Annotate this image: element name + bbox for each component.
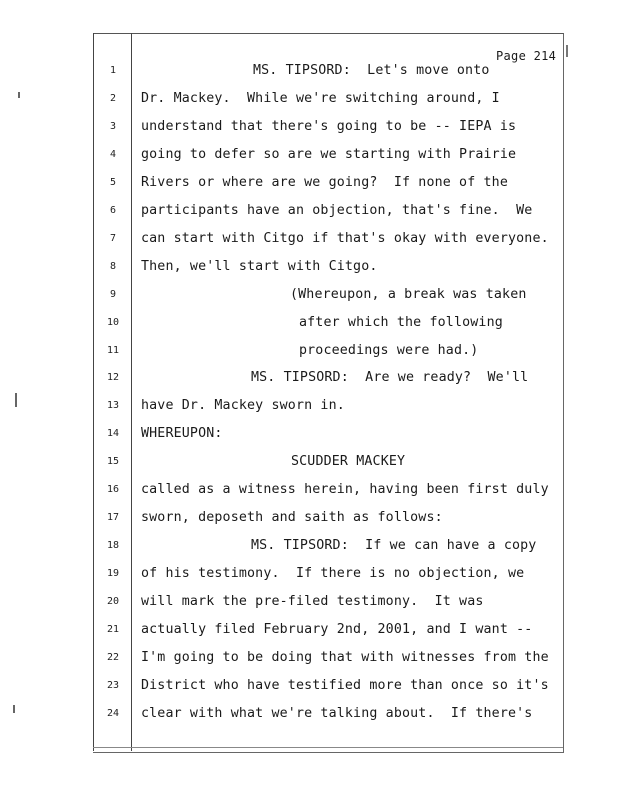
line-text: Rivers or where are we going? If none of the xyxy=(141,174,508,190)
transcript-line xyxy=(93,203,563,225)
transcript-line xyxy=(93,706,563,728)
line-number: 9 xyxy=(109,288,117,300)
transcript-line xyxy=(93,91,563,113)
transcript-line xyxy=(93,622,563,644)
line-text: District who have testified more than once so it's xyxy=(141,677,549,693)
transcript-line xyxy=(93,594,563,616)
line-number: 22 xyxy=(106,651,120,663)
line-number: 10 xyxy=(106,316,120,328)
line-text: going to defer so are we starting with Prairie xyxy=(141,146,517,162)
line-number: 6 xyxy=(109,204,117,216)
transcript-line xyxy=(93,398,563,420)
line-number: 18 xyxy=(106,540,120,552)
line-number: 5 xyxy=(109,176,117,188)
line-number: 11 xyxy=(106,344,120,356)
page-number: Page 214 xyxy=(496,49,557,63)
line-number: 17 xyxy=(106,512,120,524)
line-text: participants have an objection, that's fine. We xyxy=(141,202,533,218)
transcript-line xyxy=(93,315,563,337)
transcript-line xyxy=(93,510,563,532)
transcript-line xyxy=(93,538,563,560)
transcript-line xyxy=(93,370,563,392)
line-text: Dr. Mackey. While we're switching around, I xyxy=(141,90,500,106)
line-text: WHEREUPON: xyxy=(141,426,223,442)
scan-speck xyxy=(15,393,17,407)
scan-speck xyxy=(13,705,15,713)
line-text: proceedings were had.) xyxy=(299,342,479,358)
transcript-line xyxy=(93,426,563,448)
line-text: of his testimony. If there is no objection, we xyxy=(141,566,525,582)
line-number: 24 xyxy=(106,707,120,719)
line-text: clear with what we're talking about. If there's xyxy=(141,705,533,721)
line-text: called as a witness herein, having been first duly xyxy=(141,482,549,498)
scan-speck xyxy=(566,45,568,57)
line-text: MS. TIPSORD: Let's move onto xyxy=(253,63,490,78)
line-text: MS. TIPSORD: If we can have a copy xyxy=(251,538,537,554)
line-text: actually filed February 2nd, 2001, and I want -- xyxy=(141,622,533,637)
transcript-line xyxy=(93,147,563,169)
line-text: can start with Citgo if that's okay with everyone. xyxy=(141,230,549,246)
line-number: 13 xyxy=(106,400,120,412)
line-number: 15 xyxy=(106,456,120,468)
line-text: sworn, deposeth and saith as follows: xyxy=(141,510,443,526)
transcript-line xyxy=(93,63,563,85)
bottom-rule xyxy=(93,747,563,748)
line-number: 21 xyxy=(106,624,120,635)
line-text: SCUDDER MACKEY xyxy=(291,454,406,470)
line-text: will mark the pre-filed testimony. It was xyxy=(141,594,484,610)
line-number: 8 xyxy=(109,260,117,272)
line-text: MS. TIPSORD: Are we ready? We'll xyxy=(251,370,529,386)
line-text: after which the following xyxy=(299,314,503,330)
line-number: 16 xyxy=(106,484,120,496)
line-number: 2 xyxy=(109,92,117,104)
transcript-line xyxy=(93,119,563,141)
line-number: 4 xyxy=(109,148,117,160)
line-number: 20 xyxy=(106,596,120,608)
line-text: understand that there's going to be -- IEPA is xyxy=(141,118,517,134)
line-number: 3 xyxy=(109,120,117,132)
transcript-line xyxy=(93,175,563,197)
line-number: 12 xyxy=(106,372,120,384)
transcript-page-frame xyxy=(93,33,564,753)
line-text: Then, we'll start with Citgo. xyxy=(141,258,378,274)
transcript-line xyxy=(93,678,563,700)
scan-speck xyxy=(18,92,20,98)
transcript-line xyxy=(93,287,563,309)
transcript-line xyxy=(93,343,563,365)
transcript-line xyxy=(93,650,563,672)
line-text: I'm going to be doing that with witnesses from the xyxy=(141,649,549,665)
line-number: 14 xyxy=(106,428,120,440)
line-number: 19 xyxy=(106,568,120,580)
transcript-line xyxy=(93,566,563,588)
transcript-line xyxy=(93,482,563,504)
line-text: (Whereupon, a break was taken xyxy=(290,286,527,302)
line-text: have Dr. Mackey sworn in. xyxy=(141,398,345,414)
transcript-line xyxy=(93,454,563,476)
line-number: 23 xyxy=(106,679,120,691)
transcript-line xyxy=(93,231,563,253)
line-number: 7 xyxy=(109,232,117,244)
transcript-line xyxy=(93,259,563,281)
line-number: 1 xyxy=(109,65,117,76)
